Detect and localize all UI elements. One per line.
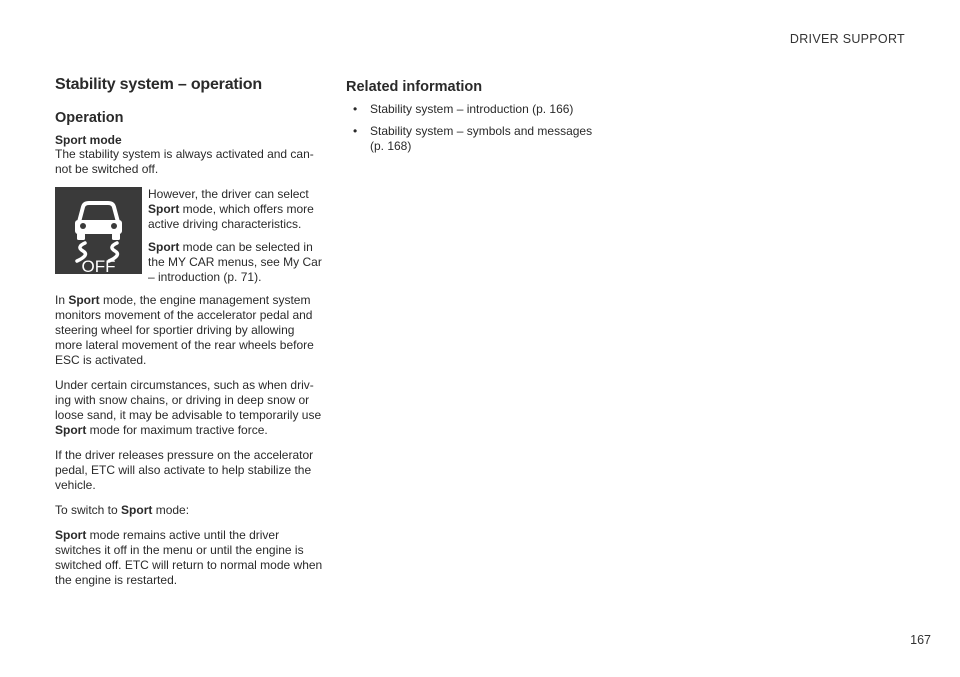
p2-bold: Sport bbox=[148, 240, 180, 254]
page-number: 167 bbox=[910, 633, 931, 647]
intro-paragraph: The stability system is always activated and can-not be switched off. bbox=[55, 147, 314, 176]
bullet: • bbox=[353, 102, 358, 116]
paragraph-remains-active bbox=[55, 528, 323, 588]
p7-bold: Sport bbox=[55, 528, 87, 542]
esc-off-icon bbox=[55, 187, 142, 274]
p2-post: mode can be selected in the MY CAR menus, see My Car – introduction (p. 71). bbox=[148, 240, 322, 284]
main-column bbox=[55, 76, 323, 598]
paragraph-circumstances bbox=[55, 378, 323, 438]
icon-off-label: OFF bbox=[81, 257, 116, 274]
p7-post: mode remains active until the driver switches it off in the menu or until the engine is switched off. ETC will return to normal mode when the engine is restarted. bbox=[55, 528, 323, 587]
page-title: Stability system – operation bbox=[55, 76, 262, 93]
paragraph-my-car bbox=[148, 240, 323, 285]
p6-post: mode: bbox=[152, 503, 190, 517]
p4-bold: Sport bbox=[55, 423, 87, 437]
section-heading: Operation bbox=[55, 110, 124, 126]
paragraph-sport-mode bbox=[55, 293, 323, 368]
bullet: • bbox=[353, 124, 358, 138]
p1-pre: However, the driver can select bbox=[148, 187, 309, 201]
related-list bbox=[346, 102, 606, 154]
p6-bold: Sport bbox=[121, 503, 153, 517]
esc-off-icon-graphic bbox=[55, 187, 142, 274]
p4-pre: Under certain circumstances, such as when driv-ing with snow chains, or driving in deep snow or loose sand, it may be advisable to temporarily use bbox=[55, 378, 322, 422]
related-link-text[interactable]: Stability system – introduction (p. 166) bbox=[370, 102, 574, 116]
related-column bbox=[346, 79, 606, 161]
related-heading: Related information bbox=[346, 79, 483, 95]
p3-post: mode, the engine management system monitors movement of the accelerator pedal and steering wheel for sportier driving by allowing more lateral movement of the rear wheels before ESC is activated. bbox=[55, 293, 314, 367]
subsection-heading: Sport mode bbox=[55, 133, 122, 147]
p3-bold: Sport bbox=[68, 293, 100, 307]
p3-pre: In bbox=[55, 293, 69, 307]
icon-side-text bbox=[148, 187, 323, 293]
related-link-text[interactable]: Stability system – symbols and messages (p. 168) bbox=[370, 124, 593, 153]
related-link-symbols[interactable] bbox=[346, 124, 606, 154]
p4-post: mode for maximum tractive force. bbox=[86, 423, 268, 437]
p1-post: mode, which offers more active driving characteristics. bbox=[148, 202, 314, 231]
p6-pre: To switch to bbox=[55, 503, 122, 517]
running-header: DRIVER SUPPORT bbox=[789, 32, 905, 46]
paragraph-select-sport bbox=[148, 187, 323, 232]
paragraph-switch bbox=[55, 503, 323, 518]
paragraph-etc: If the driver releases pressure on the accelerator pedal, ETC will also activate to help stabilize the vehicle. bbox=[55, 448, 314, 492]
icon-row bbox=[55, 187, 323, 293]
p1-bold: Sport bbox=[148, 202, 180, 216]
related-link-introduction[interactable] bbox=[346, 102, 606, 117]
